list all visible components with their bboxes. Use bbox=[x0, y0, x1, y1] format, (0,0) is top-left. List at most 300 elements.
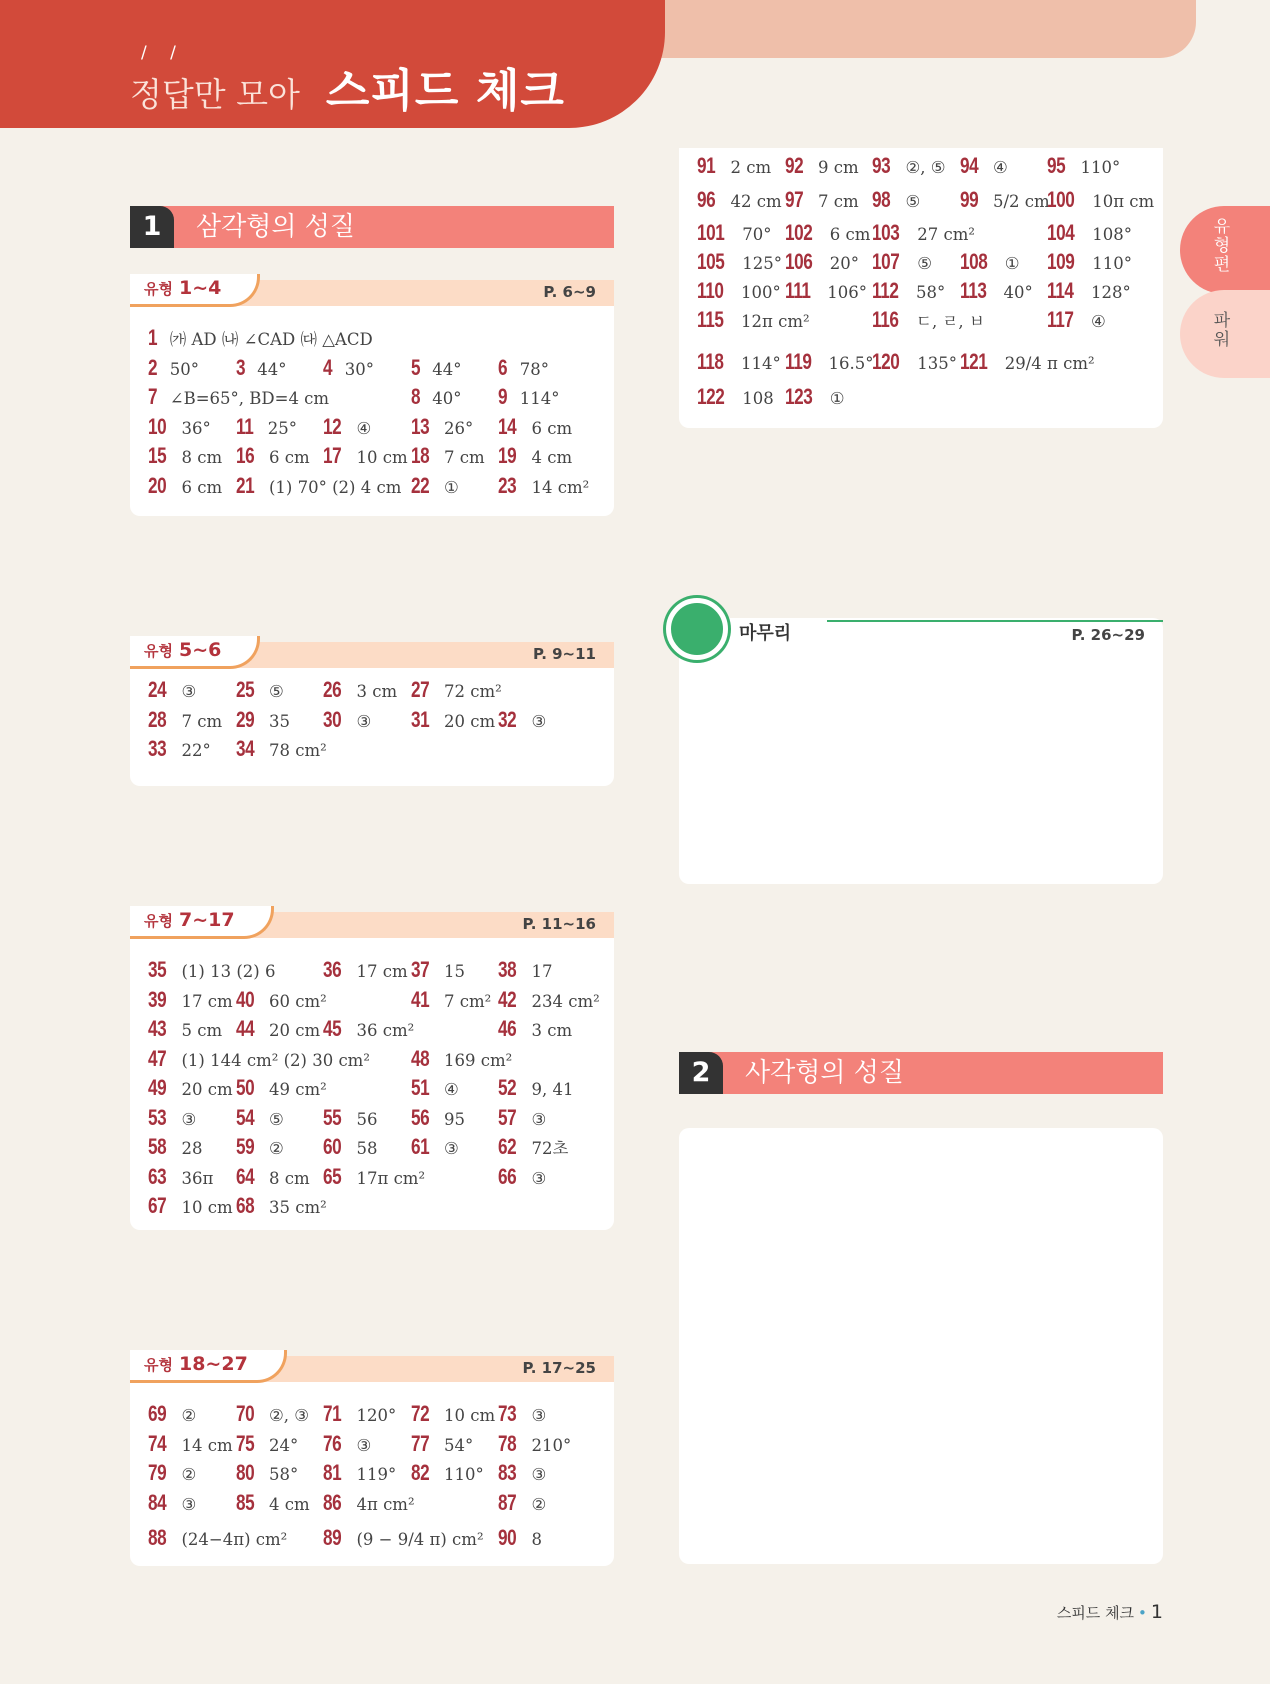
answer-number: 77 bbox=[410, 1430, 429, 1456]
answer-value: 5/2 cm bbox=[992, 192, 1050, 211]
answer-item bbox=[236, 1430, 299, 1460]
answer-number: 56 bbox=[410, 1104, 429, 1130]
answer-value: 35 cm² bbox=[268, 1198, 327, 1217]
footer-label: 스피드 체크 bbox=[1056, 1604, 1135, 1622]
answer-item bbox=[697, 383, 774, 413]
answer-value: 16.5° bbox=[828, 354, 874, 373]
answer-number: 92 bbox=[784, 153, 803, 178]
answer-value: 3 cm bbox=[356, 682, 398, 701]
answer-number: 75 bbox=[235, 1430, 254, 1456]
answer-number: 11 bbox=[235, 413, 253, 439]
answer-value: 17 bbox=[531, 962, 553, 981]
answer-item bbox=[236, 472, 402, 502]
answer-item bbox=[236, 1400, 310, 1430]
answer-value: 30° bbox=[344, 359, 374, 379]
answer-value: 58 bbox=[356, 1139, 378, 1158]
answer-value: (9 − 9/4 π) cm² bbox=[356, 1530, 484, 1549]
answer-value: 135° bbox=[917, 354, 957, 373]
answer-number: 51 bbox=[410, 1075, 429, 1100]
answer-value: 78 cm² bbox=[268, 741, 327, 760]
answer-value: ④ bbox=[356, 418, 372, 438]
answer-value: 6 cm bbox=[531, 418, 573, 438]
answer-value: ② bbox=[531, 1494, 547, 1514]
answer-item bbox=[148, 1459, 196, 1489]
answer-value: ③ bbox=[356, 1435, 372, 1455]
answer-value: 10π cm bbox=[1092, 192, 1155, 211]
answer-item bbox=[236, 442, 310, 472]
answer-item bbox=[323, 956, 408, 986]
answer-value: ⑤ bbox=[905, 192, 921, 211]
side-tab-label: 파 워 bbox=[1213, 311, 1231, 350]
answer-value: 169 cm² bbox=[443, 1050, 513, 1070]
answer-value: 4 cm bbox=[268, 1494, 310, 1514]
chapter-heading bbox=[679, 1052, 1163, 1094]
answer-value: 8 cm bbox=[268, 1168, 310, 1188]
answer-value: 210° bbox=[531, 1435, 572, 1455]
answer-item bbox=[323, 706, 371, 736]
answer-number: 69 bbox=[148, 1401, 167, 1426]
answer-item bbox=[148, 413, 211, 443]
answer-number: 31 bbox=[410, 706, 429, 732]
answer-item bbox=[323, 1104, 377, 1134]
answer-number: 25 bbox=[235, 677, 254, 702]
answer-number: 46 bbox=[498, 1016, 517, 1041]
page-number: 1 bbox=[1150, 1601, 1163, 1623]
answer-item bbox=[148, 676, 196, 706]
chapter-heading bbox=[130, 206, 614, 248]
answer-item bbox=[411, 956, 465, 986]
answer-item bbox=[498, 706, 546, 736]
answer-value: 125° bbox=[742, 254, 782, 273]
answer-number: 57 bbox=[498, 1104, 517, 1130]
answer-item bbox=[236, 1192, 327, 1222]
answer-number: 111 bbox=[784, 278, 811, 303]
answer-value: 12π cm² bbox=[741, 312, 810, 331]
answer-value: 40° bbox=[1003, 283, 1033, 302]
answer-item bbox=[148, 1015, 222, 1045]
answer-number: 34 bbox=[235, 736, 254, 761]
answer-value: 40° bbox=[432, 389, 462, 408]
header-title-group bbox=[130, 54, 565, 119]
page-title: 스피드 체크 bbox=[325, 64, 565, 117]
answer-value: ④ bbox=[443, 1080, 459, 1099]
answer-value: ③ bbox=[531, 1109, 547, 1129]
answer-number: 100 bbox=[1047, 187, 1075, 212]
answer-number: 107 bbox=[872, 249, 900, 274]
answer-value: ① bbox=[1004, 254, 1020, 273]
answer-number: 73 bbox=[498, 1401, 517, 1426]
answer-item bbox=[785, 219, 871, 249]
section-tab bbox=[130, 906, 274, 939]
answer-number: 70 bbox=[235, 1401, 254, 1426]
answer-number: 86 bbox=[323, 1489, 342, 1515]
answer-number: 108 bbox=[959, 249, 987, 274]
answer-value: (1) 70° (2) 4 cm bbox=[268, 477, 402, 497]
answer-number: 99 bbox=[959, 187, 978, 212]
answer-item bbox=[498, 442, 572, 472]
answer-item bbox=[236, 706, 290, 736]
answer-number: 67 bbox=[148, 1193, 167, 1218]
answer-number: 54 bbox=[235, 1104, 254, 1130]
answer-number: 13 bbox=[410, 413, 429, 439]
section-page-range: P. 6~9 bbox=[543, 283, 596, 301]
answer-number: 3 bbox=[235, 354, 245, 380]
answer-number: 117 bbox=[1047, 307, 1074, 332]
answer-item bbox=[785, 248, 859, 278]
answer-item bbox=[148, 1430, 233, 1460]
answer-item bbox=[498, 354, 549, 384]
answer-item bbox=[323, 1524, 484, 1554]
unit-review-badge bbox=[666, 598, 728, 660]
answer-number: 49 bbox=[148, 1075, 167, 1100]
section-tab bbox=[130, 1350, 287, 1383]
answer-item bbox=[323, 1430, 371, 1460]
answer-number: 106 bbox=[784, 249, 812, 274]
chapter-title: 삼각형의 성질 bbox=[196, 212, 355, 242]
answer-value: 7 cm bbox=[817, 192, 859, 211]
chapter-title: 사각형의 성질 bbox=[745, 1058, 904, 1088]
answer-section bbox=[130, 909, 614, 1230]
section-tab-range: 1~4 bbox=[178, 277, 222, 299]
answer-value: 22° bbox=[181, 741, 211, 760]
answer-item bbox=[960, 152, 1008, 182]
answer-value: 49 cm² bbox=[268, 1080, 327, 1099]
answer-value: 56 bbox=[356, 1109, 378, 1129]
answer-item bbox=[498, 1104, 546, 1134]
answer-number: 58 bbox=[148, 1134, 167, 1159]
section-page-range: P. 26~29 bbox=[1071, 626, 1145, 644]
answer-value: 78° bbox=[519, 359, 549, 379]
answer-item bbox=[960, 186, 1050, 216]
answer-value: ④ bbox=[992, 158, 1008, 177]
answer-value: ③ bbox=[181, 1109, 197, 1129]
section-page-range: P. 17~25 bbox=[522, 1359, 596, 1377]
answer-number: 62 bbox=[498, 1134, 517, 1159]
answer-number: 98 bbox=[872, 187, 891, 212]
answer-number: 43 bbox=[148, 1016, 167, 1041]
answer-item bbox=[323, 1489, 415, 1519]
answer-value: ③ bbox=[531, 711, 547, 731]
answer-number: 2 bbox=[148, 354, 158, 380]
answer-item bbox=[323, 1133, 377, 1163]
answer-value: 27 cm² bbox=[917, 225, 975, 244]
answer-number: 74 bbox=[148, 1430, 167, 1456]
answer-value: ④ bbox=[1091, 312, 1106, 331]
answer-number: 7 bbox=[148, 384, 158, 409]
answer-value: 9 cm bbox=[817, 158, 859, 177]
answer-item bbox=[498, 1015, 572, 1045]
answer-value: (1) 144 cm² (2) 30 cm² bbox=[181, 1050, 370, 1070]
answer-number: 101 bbox=[697, 220, 725, 245]
answer-item bbox=[872, 306, 985, 336]
answer-number: 66 bbox=[498, 1163, 517, 1189]
answer-number: 32 bbox=[498, 706, 517, 732]
section-tab-range: 5~6 bbox=[178, 639, 222, 661]
answer-value: 3 cm bbox=[531, 1021, 573, 1040]
answer-value: 120° bbox=[356, 1406, 397, 1425]
section-tab-prefix: 유형 bbox=[144, 1356, 173, 1374]
answer-value: ㄷ, ㄹ, ㅂ bbox=[916, 312, 985, 331]
answer-value: ⑤ bbox=[917, 254, 933, 273]
answer-value: 108° bbox=[1092, 225, 1132, 244]
answer-value: 25° bbox=[267, 418, 298, 438]
answer-item bbox=[498, 956, 552, 986]
header-subtitle: 정답만 모아 bbox=[130, 75, 300, 114]
answer-item bbox=[411, 1045, 513, 1075]
answer-item bbox=[498, 1133, 568, 1163]
answer-number: 123 bbox=[784, 384, 812, 409]
answer-item bbox=[323, 676, 397, 706]
answer-value: 54° bbox=[443, 1435, 474, 1455]
answer-number: 26 bbox=[323, 677, 342, 702]
answer-value: ③ bbox=[443, 1139, 459, 1158]
answer-number: 96 bbox=[697, 187, 716, 212]
answer-number: 104 bbox=[1047, 220, 1075, 245]
answer-value: 17π cm² bbox=[356, 1168, 426, 1188]
answer-item bbox=[697, 219, 771, 249]
answer-item bbox=[498, 1489, 546, 1519]
section-tab bbox=[130, 274, 260, 307]
section-tab-range: 마무리 bbox=[739, 623, 792, 644]
answer-value: ① bbox=[829, 389, 845, 408]
answer-value: 114° bbox=[519, 389, 560, 408]
answer-number: 76 bbox=[323, 1430, 342, 1456]
answer-item bbox=[411, 1400, 496, 1430]
answer-value: 70° bbox=[742, 225, 772, 244]
answer-value: 4π cm² bbox=[356, 1494, 415, 1514]
answer-value: 110° bbox=[443, 1465, 484, 1484]
answer-item bbox=[148, 986, 233, 1016]
answer-item bbox=[323, 1015, 414, 1045]
side-tab-active[interactable] bbox=[1180, 206, 1270, 294]
answer-section bbox=[130, 1353, 614, 1566]
answer-item bbox=[785, 383, 845, 413]
answer-value: 10 cm bbox=[443, 1406, 496, 1425]
page-footer bbox=[1057, 1601, 1163, 1623]
answer-item bbox=[872, 219, 975, 249]
answer-value: 10 cm bbox=[181, 1198, 233, 1217]
answer-item bbox=[236, 676, 284, 706]
side-tab-inactive[interactable] bbox=[1180, 290, 1270, 378]
answer-item bbox=[697, 277, 781, 307]
answer-item bbox=[148, 442, 222, 472]
answer-number: 89 bbox=[323, 1525, 342, 1550]
answer-item bbox=[411, 383, 462, 413]
answer-value: 44° bbox=[257, 359, 287, 379]
answer-number: 55 bbox=[323, 1104, 342, 1130]
answer-item bbox=[1047, 306, 1106, 336]
answer-value: 95 bbox=[443, 1109, 465, 1129]
answer-item bbox=[1047, 277, 1131, 307]
answer-number: 12 bbox=[323, 413, 342, 439]
answer-number: 61 bbox=[410, 1134, 429, 1159]
answer-number: 41 bbox=[410, 986, 429, 1012]
answer-value: 119° bbox=[356, 1465, 397, 1484]
answer-item bbox=[697, 248, 782, 278]
answer-value: ∠B=65°, BD=4 cm bbox=[169, 389, 330, 408]
footer-dot: • bbox=[1138, 1604, 1147, 1622]
answer-value: 6 cm bbox=[181, 477, 223, 497]
answer-item bbox=[498, 383, 560, 413]
answer-value: 58° bbox=[268, 1465, 299, 1484]
answer-item bbox=[148, 1045, 370, 1075]
answer-value: 36° bbox=[181, 418, 211, 438]
answer-number: 37 bbox=[410, 957, 429, 982]
answer-number: 115 bbox=[697, 307, 724, 332]
answer-item bbox=[960, 277, 1033, 307]
answer-number: 110 bbox=[697, 278, 724, 303]
answer-section bbox=[679, 618, 1163, 884]
answer-item bbox=[697, 348, 781, 378]
answer-value: 6 cm bbox=[829, 225, 871, 244]
answer-item bbox=[236, 354, 287, 384]
answer-number: 17 bbox=[323, 443, 342, 468]
answer-item bbox=[148, 354, 199, 384]
answer-number: 120 bbox=[872, 349, 900, 374]
answer-item bbox=[411, 1459, 484, 1489]
answer-value: 9, 41 bbox=[531, 1080, 574, 1099]
answer-item bbox=[411, 354, 462, 384]
answer-number: 85 bbox=[235, 1489, 254, 1515]
answer-value: 50° bbox=[169, 359, 199, 379]
answer-number: 114 bbox=[1047, 278, 1074, 303]
answer-section bbox=[679, 1128, 1163, 1564]
answer-number: 93 bbox=[872, 153, 891, 178]
answer-section bbox=[130, 639, 614, 786]
answer-number: 44 bbox=[235, 1016, 254, 1041]
answer-number: 71 bbox=[323, 1401, 342, 1426]
answer-item bbox=[236, 413, 298, 443]
answer-number: 20 bbox=[148, 472, 167, 498]
answer-item bbox=[236, 735, 327, 765]
answer-item bbox=[498, 1459, 546, 1489]
section-tab-prefix: 유형 bbox=[144, 642, 173, 660]
answer-number: 36 bbox=[323, 957, 342, 982]
section-page-range: P. 11~16 bbox=[522, 915, 596, 933]
answer-number: 105 bbox=[697, 249, 725, 274]
answer-value: 72초 bbox=[531, 1139, 569, 1158]
answer-number: 81 bbox=[323, 1460, 342, 1485]
answer-value: 8 cm bbox=[181, 448, 223, 467]
answer-item bbox=[872, 186, 920, 216]
answer-item bbox=[323, 442, 408, 472]
answer-value: 110° bbox=[1080, 158, 1121, 177]
answer-number: 14 bbox=[498, 413, 517, 439]
answer-item bbox=[323, 1459, 396, 1489]
answer-number: 18 bbox=[410, 443, 429, 468]
answer-item bbox=[236, 1104, 284, 1134]
answer-value: ② bbox=[181, 1406, 197, 1425]
answer-item bbox=[411, 986, 492, 1016]
answer-item bbox=[236, 1489, 310, 1519]
answer-item bbox=[1047, 152, 1120, 182]
answer-number: 103 bbox=[872, 220, 900, 245]
answer-value: ③ bbox=[181, 1494, 197, 1514]
answer-number: 48 bbox=[410, 1045, 429, 1071]
answer-item bbox=[498, 1074, 573, 1104]
answer-number: 97 bbox=[784, 187, 803, 212]
answer-value: 36π bbox=[181, 1168, 214, 1188]
answer-item bbox=[148, 324, 373, 354]
answer-number: 30 bbox=[323, 706, 342, 732]
answer-value: 5 cm bbox=[181, 1021, 223, 1040]
answer-number: 88 bbox=[148, 1525, 167, 1550]
answer-item bbox=[148, 1400, 196, 1430]
answer-number: 65 bbox=[323, 1163, 342, 1189]
answer-item bbox=[148, 706, 222, 736]
answer-item bbox=[148, 1104, 196, 1134]
answer-number: 8 bbox=[410, 384, 420, 409]
answer-value: ②, ⑤ bbox=[905, 158, 946, 177]
answer-item bbox=[498, 1400, 546, 1430]
section-tab-range: 7~17 bbox=[178, 909, 235, 931]
section-page-range: P. 9~11 bbox=[532, 645, 596, 663]
answer-value: 29/4 π cm² bbox=[1004, 354, 1095, 373]
answer-number: 102 bbox=[784, 220, 812, 245]
answer-item bbox=[236, 1163, 310, 1193]
answer-item bbox=[148, 956, 275, 986]
answer-value: ⑤ bbox=[268, 682, 284, 701]
answer-value: ③ bbox=[531, 1168, 547, 1188]
answer-number: 109 bbox=[1047, 249, 1075, 274]
answer-item bbox=[498, 472, 589, 502]
answer-number: 38 bbox=[498, 957, 517, 982]
answer-item bbox=[411, 706, 496, 736]
answer-number: 29 bbox=[235, 706, 254, 732]
answer-number: 87 bbox=[498, 1489, 517, 1515]
answer-value: 72 cm² bbox=[443, 682, 502, 701]
answer-item bbox=[1047, 219, 1132, 249]
answer-number: 80 bbox=[235, 1460, 254, 1485]
answer-item bbox=[1047, 186, 1154, 216]
answer-item bbox=[1047, 248, 1132, 278]
answer-item bbox=[411, 1430, 474, 1460]
answer-number: 116 bbox=[872, 307, 899, 332]
answer-item bbox=[148, 1489, 196, 1519]
answer-value: 36 cm² bbox=[356, 1021, 415, 1040]
answer-value: 20 cm bbox=[268, 1021, 321, 1040]
header-ticks: / / bbox=[141, 43, 185, 63]
answer-section bbox=[679, 148, 1163, 428]
answer-item bbox=[498, 986, 600, 1016]
answer-item bbox=[323, 413, 371, 443]
answer-item bbox=[785, 277, 868, 307]
answer-number: 113 bbox=[959, 278, 987, 303]
answer-value: 14 cm² bbox=[531, 477, 590, 497]
answer-value: 6 cm bbox=[268, 448, 310, 467]
answer-value: 8 bbox=[531, 1530, 542, 1549]
answer-value: 35 bbox=[268, 711, 290, 731]
answer-number: 6 bbox=[498, 354, 508, 380]
answer-item bbox=[236, 1459, 299, 1489]
answer-number: 95 bbox=[1047, 153, 1066, 178]
answer-value: 60 cm² bbox=[268, 991, 327, 1011]
answer-item bbox=[148, 1192, 233, 1222]
answer-value: 4 cm bbox=[531, 448, 573, 467]
answer-value: 15 bbox=[443, 962, 465, 981]
answer-number: 94 bbox=[959, 153, 978, 178]
answer-item bbox=[498, 413, 572, 443]
answer-number: 40 bbox=[235, 986, 254, 1012]
answer-number: 50 bbox=[235, 1075, 254, 1100]
answer-value: 58° bbox=[916, 283, 946, 302]
answer-number: 82 bbox=[410, 1460, 429, 1485]
answer-value: 128° bbox=[1091, 283, 1131, 302]
answer-number: 118 bbox=[697, 349, 724, 374]
answer-value: 108 bbox=[742, 389, 774, 408]
answer-item bbox=[411, 676, 502, 706]
answer-value: 42 cm bbox=[730, 192, 782, 211]
